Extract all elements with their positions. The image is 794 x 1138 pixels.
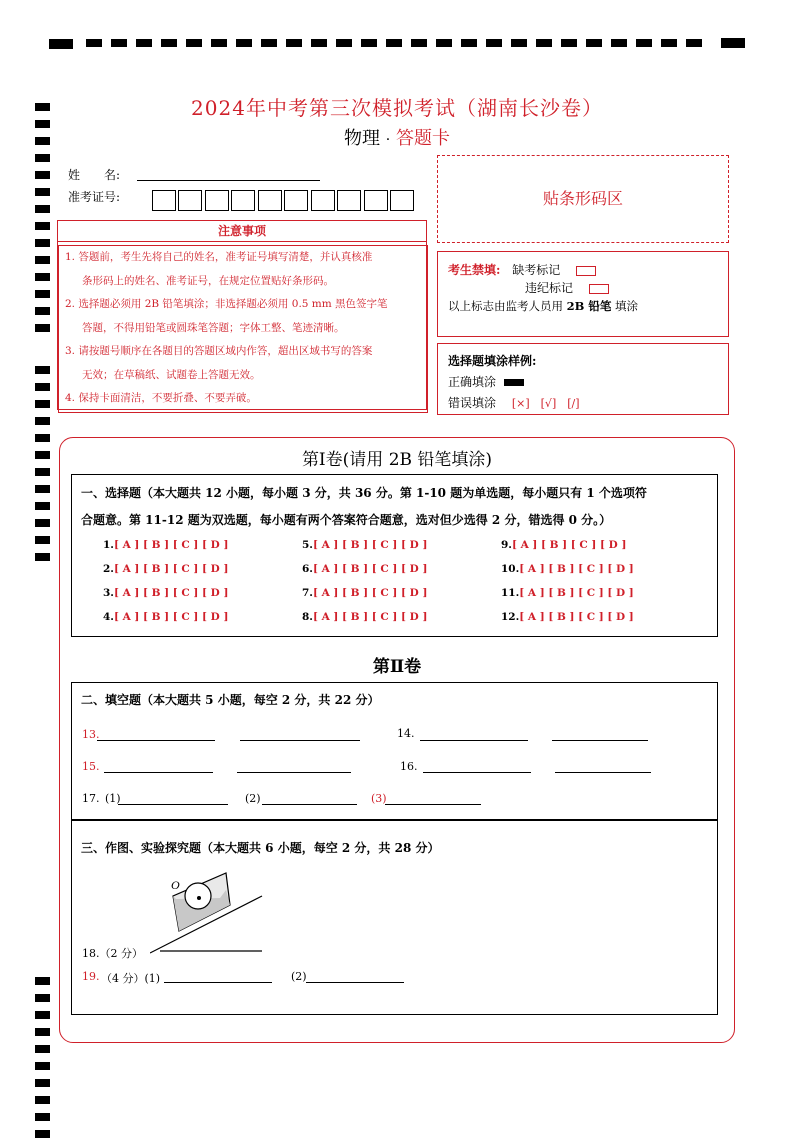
answer-options[interactable]: [ A ] [ B ] [ C ] [ D ]: [113, 563, 229, 575]
question-number: 2.: [103, 563, 114, 575]
timing-mark: [35, 366, 50, 374]
timing-mark: [35, 1113, 50, 1121]
timing-mark: [35, 383, 50, 391]
timing-mark: [35, 222, 50, 230]
choice-question-3[interactable]: [103, 587, 228, 599]
correct-fill-label: 正确填涂: [448, 375, 497, 389]
q13-number: 13.: [82, 728, 100, 741]
violation-label: 违纪标记: [525, 281, 574, 295]
notice-item: 无效；在草稿纸、试题卷上答题无效。: [82, 368, 261, 381]
q14-blank-2[interactable]: [552, 740, 648, 741]
choice-question-4[interactable]: [103, 611, 228, 623]
q15-blank-1[interactable]: [104, 772, 213, 773]
absent-label: 缺考标记: [512, 263, 561, 277]
timing-mark: [35, 485, 50, 493]
violation-mark-box[interactable]: [589, 284, 609, 294]
q18-label: 18.（2 分）: [82, 947, 143, 960]
q14-blank-1[interactable]: [420, 740, 528, 741]
q19-blank-1-label: （4 分）(1): [101, 972, 161, 985]
fill-sample-box: [437, 343, 729, 415]
timing-mark: [35, 1028, 50, 1036]
q16-blank-1[interactable]: [423, 772, 531, 773]
answer-options[interactable]: [ A ] [ B ] [ C ] [ D ]: [312, 587, 428, 599]
subject-label: 物理: [344, 128, 381, 149]
part2-title: 第Ⅱ卷: [372, 657, 422, 677]
q19-blank-1[interactable]: [164, 982, 272, 983]
answer-options[interactable]: [ A ] [ B ] [ C ] [ D ]: [519, 587, 634, 599]
fill-section: [71, 682, 718, 820]
fill-heading: 二、填空题（本大题共 5 小题，每空 2 分，共 22 分）: [81, 693, 380, 707]
answer-options[interactable]: [ A ] [ B ] [ C ] [ D ]: [312, 611, 428, 623]
notice-item: 答题，不得用铅笔或圆珠笔答题；字体工整、笔迹清晰。: [82, 321, 345, 334]
page-title: 2024年中考第三次模拟考试（湖南长沙卷）: [191, 96, 603, 120]
q17-blank-3[interactable]: [385, 804, 481, 805]
incline-beaker-diagram[interactable]: [150, 868, 270, 956]
timing-mark: [35, 171, 50, 179]
experiment-heading: 三、作图、实验探究题（本大题共 6 小题，每空 2 分，共 28 分）: [81, 841, 440, 855]
notice-item: 3. 请按题号顺序在各题目的答题区域内作答，超出区域书写的答案: [65, 345, 373, 357]
choice-question-6[interactable]: [302, 563, 427, 575]
q15-number: 15.: [82, 760, 100, 773]
timing-mark: [35, 417, 50, 425]
card-label: 答题卡: [395, 128, 450, 149]
question-number: 5.: [302, 539, 313, 551]
timing-mark: [35, 1130, 50, 1138]
answer-options[interactable]: [ A ] [ B ] [ C ] [ D ]: [113, 611, 229, 623]
choice-question-5[interactable]: [302, 539, 427, 551]
answer-options[interactable]: [ A ] [ B ] [ C ] [ D ]: [312, 539, 428, 551]
exam-id-label: 准考证号:: [68, 190, 121, 204]
answer-options[interactable]: [ A ] [ B ] [ C ] [ D ]: [113, 587, 229, 599]
choice-question-8[interactable]: [302, 611, 427, 623]
q17-number: 17.: [82, 792, 100, 805]
notice-item: 条形码上的姓名、准考证号，在规定位置贴好条形码。: [82, 274, 334, 287]
timing-mark: [35, 1079, 50, 1087]
timing-mark: [35, 307, 50, 315]
choice-instructions-1: 一、选择题（本大题共 12 小题，每小题 3 分，共 36 分。第 1-10 题为单选题，每小题只有 1 个选项符: [81, 486, 647, 500]
choice-instructions-2: 合题意。第 11-12 题为双选题，每小题有两个答案符合题意，选对但少选得 2 分，错选得 0 分。）: [81, 513, 612, 527]
absent-mark-box[interactable]: [576, 266, 596, 276]
timing-mark: [35, 1045, 50, 1053]
q17-blank-1-label: (1): [105, 792, 121, 805]
q17-blank-2[interactable]: [262, 804, 357, 805]
choice-question-1[interactable]: [103, 539, 228, 551]
timing-mark: [35, 536, 50, 544]
timing-mark: [35, 290, 50, 298]
sample-title: 选择题填涂样例:: [448, 354, 537, 368]
q19-blank-2-label: (2): [291, 970, 307, 983]
timing-mark: [35, 239, 50, 247]
q19-blank-2[interactable]: [306, 982, 404, 983]
ban-label: 考生禁填:: [448, 263, 501, 277]
timing-mark: [35, 1096, 50, 1104]
ban-note-bold: 2B 铅笔: [566, 299, 612, 313]
timing-mark: [35, 977, 50, 985]
notice-item: 1. 答题前，考生先将自己的姓名，准考证号填写清楚，并认真核准: [65, 251, 373, 263]
timing-mark: [35, 188, 50, 196]
choice-question-9[interactable]: [501, 539, 626, 551]
wrong-fill-label: 错误填涂: [448, 396, 497, 410]
answer-options[interactable]: [ A ] [ B ] [ C ] [ D ]: [113, 539, 229, 551]
name-field[interactable]: [137, 180, 320, 181]
timing-mark: [35, 205, 50, 213]
q13-blank-1[interactable]: [97, 740, 215, 741]
examiner-only-box: [437, 251, 729, 337]
question-number: 1.: [103, 539, 114, 551]
part1-title: 第Ⅰ卷(请用 2B 铅笔填涂): [301, 450, 493, 470]
timing-mark: [35, 519, 50, 527]
question-number: 7.: [302, 587, 313, 599]
diagram-point-label: O: [171, 878, 180, 892]
page-subtitle: [0, 124, 794, 150]
notice-item: 2. 选择题必须用 2B 铅笔填涂；非选择题必须用 0.5 mm 黑色签字笔: [65, 298, 388, 310]
correct-fill-sample: [504, 379, 524, 386]
barcode-area: 贴条形码区: [437, 155, 729, 243]
answer-options[interactable]: [ A ] [ B ] [ C ] [ D ]: [519, 611, 634, 623]
choice-question-2[interactable]: [103, 563, 228, 575]
question-number: 3.: [103, 587, 114, 599]
timing-mark: [35, 273, 50, 281]
choice-question-12[interactable]: [501, 611, 634, 623]
question-number: 4.: [103, 611, 114, 623]
q19-number: 19.: [82, 970, 100, 983]
question-number: 10.: [501, 563, 520, 575]
timing-mark: [35, 324, 50, 332]
answer-options[interactable]: [ A ] [ B ] [ C ] [ D ]: [511, 539, 627, 551]
q13-blank-2[interactable]: [240, 740, 360, 741]
q16-number: 16.: [400, 760, 418, 773]
notice-item: 4. 保持卡面清洁，不要折叠、不要弄破。: [65, 392, 257, 404]
notice-body: [58, 245, 428, 413]
wrong-fill-samples: [×] [√] [/]: [511, 397, 580, 410]
q17-blank-3-label: (3): [371, 792, 387, 805]
timing-mark: [35, 1062, 50, 1070]
notice-box: [57, 220, 427, 410]
timing-mark: [35, 434, 50, 442]
q15-blank-2[interactable]: [237, 772, 351, 773]
choice-question-10[interactable]: [501, 563, 634, 575]
ban-note: 以上标志由监考人员用: [448, 299, 563, 313]
subtitle-dot: ·: [385, 132, 391, 148]
question-number: 11.: [501, 587, 520, 599]
timing-mark: [35, 994, 50, 1002]
q17-blank-2-label: (2): [245, 792, 261, 805]
timing-mark: [35, 400, 50, 408]
name-label: 姓 名:: [68, 168, 121, 182]
timing-mark: [35, 502, 50, 510]
timing-mark: [35, 256, 50, 264]
choice-question-7[interactable]: [302, 587, 427, 599]
ban-note-end: 填涂: [615, 299, 639, 313]
q14-number: 14.: [397, 727, 415, 740]
answer-options[interactable]: [ A ] [ B ] [ C ] [ D ]: [312, 563, 428, 575]
question-number: 6.: [302, 563, 313, 575]
notice-heading: 注意事项: [58, 221, 426, 242]
question-number: 9.: [501, 539, 512, 551]
timing-mark: [35, 1011, 50, 1019]
choice-question-11[interactable]: [501, 587, 634, 599]
q17-blank-1[interactable]: [118, 804, 228, 805]
timing-mark: [35, 553, 50, 561]
question-number: 8.: [302, 611, 313, 623]
answer-options[interactable]: [ A ] [ B ] [ C ] [ D ]: [519, 563, 634, 575]
q16-blank-2[interactable]: [555, 772, 651, 773]
timing-mark: [35, 154, 50, 162]
question-number: 12.: [501, 611, 520, 623]
